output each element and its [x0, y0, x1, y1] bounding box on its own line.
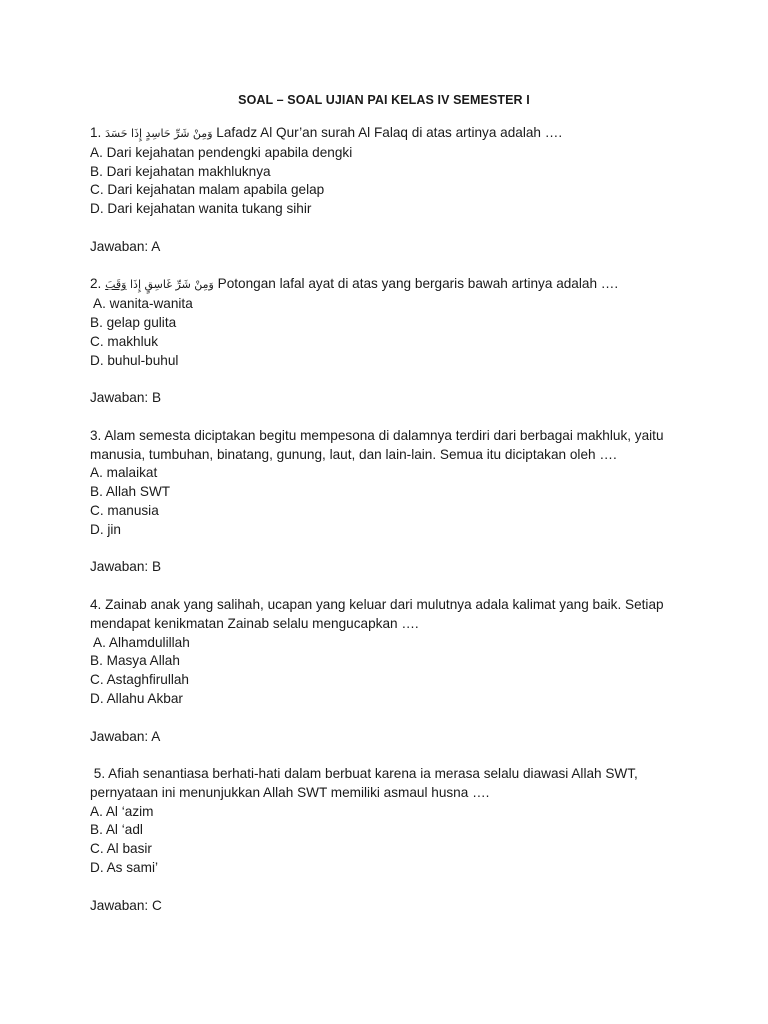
option-c: C. Al basir — [90, 841, 152, 857]
option-a: A. Alhamdulillah — [90, 634, 190, 650]
question-text — [90, 275, 690, 295]
question-number: 2. — [90, 276, 102, 292]
option-d: D. Dari kejahatan wanita tukang sihir — [90, 201, 312, 217]
answer-key: Jawaban: A — [90, 238, 161, 254]
question-text-line-1: 5. Afiah senantiasa berhati-hati dalam berbuat karena ia merasa selalu diawasi Allah SWT, — [90, 766, 638, 782]
option-c: C. Dari kejahatan malam apabila gelap — [90, 182, 325, 198]
page-title: SOAL – SOAL UJIAN PAI KELAS IV SEMESTER I — [238, 93, 530, 107]
answer-key: Jawaban: C — [90, 897, 162, 913]
option-c: C. makhluk — [90, 333, 158, 349]
option-a: A. wanita-wanita — [90, 296, 193, 312]
question-1 — [90, 124, 690, 257]
option-c: C. Astaghfirullah — [90, 672, 189, 688]
option-d: D. jin — [90, 521, 121, 537]
option-b: B. Masya Allah — [90, 653, 180, 669]
option-a: A. Al ‘azim — [90, 803, 154, 819]
option-a: A. malaikat — [90, 465, 158, 481]
question-text-line-1: 4. Zainab anak yang salihah, ucapan yang keluar dari mulutnya adala kalimat yang baik. Setiap — [90, 596, 664, 612]
arabic-verse-underlined: وَقَبَ — [105, 278, 127, 292]
answer-key: Jawaban: B — [90, 559, 162, 575]
option-b: B. Allah SWT — [90, 484, 171, 500]
question-3 — [90, 427, 690, 577]
question-text — [90, 124, 690, 144]
arabic-verse-plain: وَمِنْ شَرِّ غَاسِقٍ إِذَا — [130, 278, 214, 292]
option-d: D. As sami’ — [90, 860, 158, 876]
question-body: Lafadz Al Qur’an surah Al Falaq di atas artinya adalah …. — [216, 125, 563, 140]
question-text-line-1: 3. Alam semesta diciptakan begitu mempesona di dalamnya terdiri dari berbagai makhluk, yaitu — [90, 427, 664, 443]
option-c: C. manusia — [90, 502, 159, 518]
option-b: B. gelap gulita — [90, 314, 177, 330]
option-b: B. Al ‘adl — [90, 822, 143, 838]
option-a: A. Dari kejahatan pendengki apabila dengki — [90, 144, 353, 160]
option-d: D. buhul-buhul — [90, 352, 179, 368]
question-list — [90, 124, 690, 934]
question-text-line-2: pernyataan ini menunjukkan Allah SWT memiliki asmaul husna …. — [90, 784, 490, 800]
question-body: Potongan lafal ayat di atas yang bergaris bawah artinya adalah …. — [217, 276, 619, 292]
option-d: D. Allahu Akbar — [90, 690, 183, 706]
question-4 — [90, 596, 690, 746]
answer-key: Jawaban: B — [90, 390, 162, 406]
question-5 — [90, 765, 690, 915]
arabic-verse: وَمِنْ شَرِّ حَاسِدٍ إِذَا حَسَدَ — [105, 127, 213, 140]
question-text-line-2: mendapat kenikmatan Zainab selalu mengucapkan …. — [90, 615, 419, 631]
question-number: 1. — [90, 125, 102, 140]
option-b: B. Dari kejahatan makhluknya — [90, 163, 271, 179]
answer-key: Jawaban: A — [90, 728, 161, 744]
question-text-line-2: manusia, tumbuhan, binatang, gunung, laut, dan lain-lain. Semua itu diciptakan oleh …. — [90, 446, 617, 462]
arabic-verse — [105, 278, 214, 291]
question-2 — [90, 275, 690, 408]
